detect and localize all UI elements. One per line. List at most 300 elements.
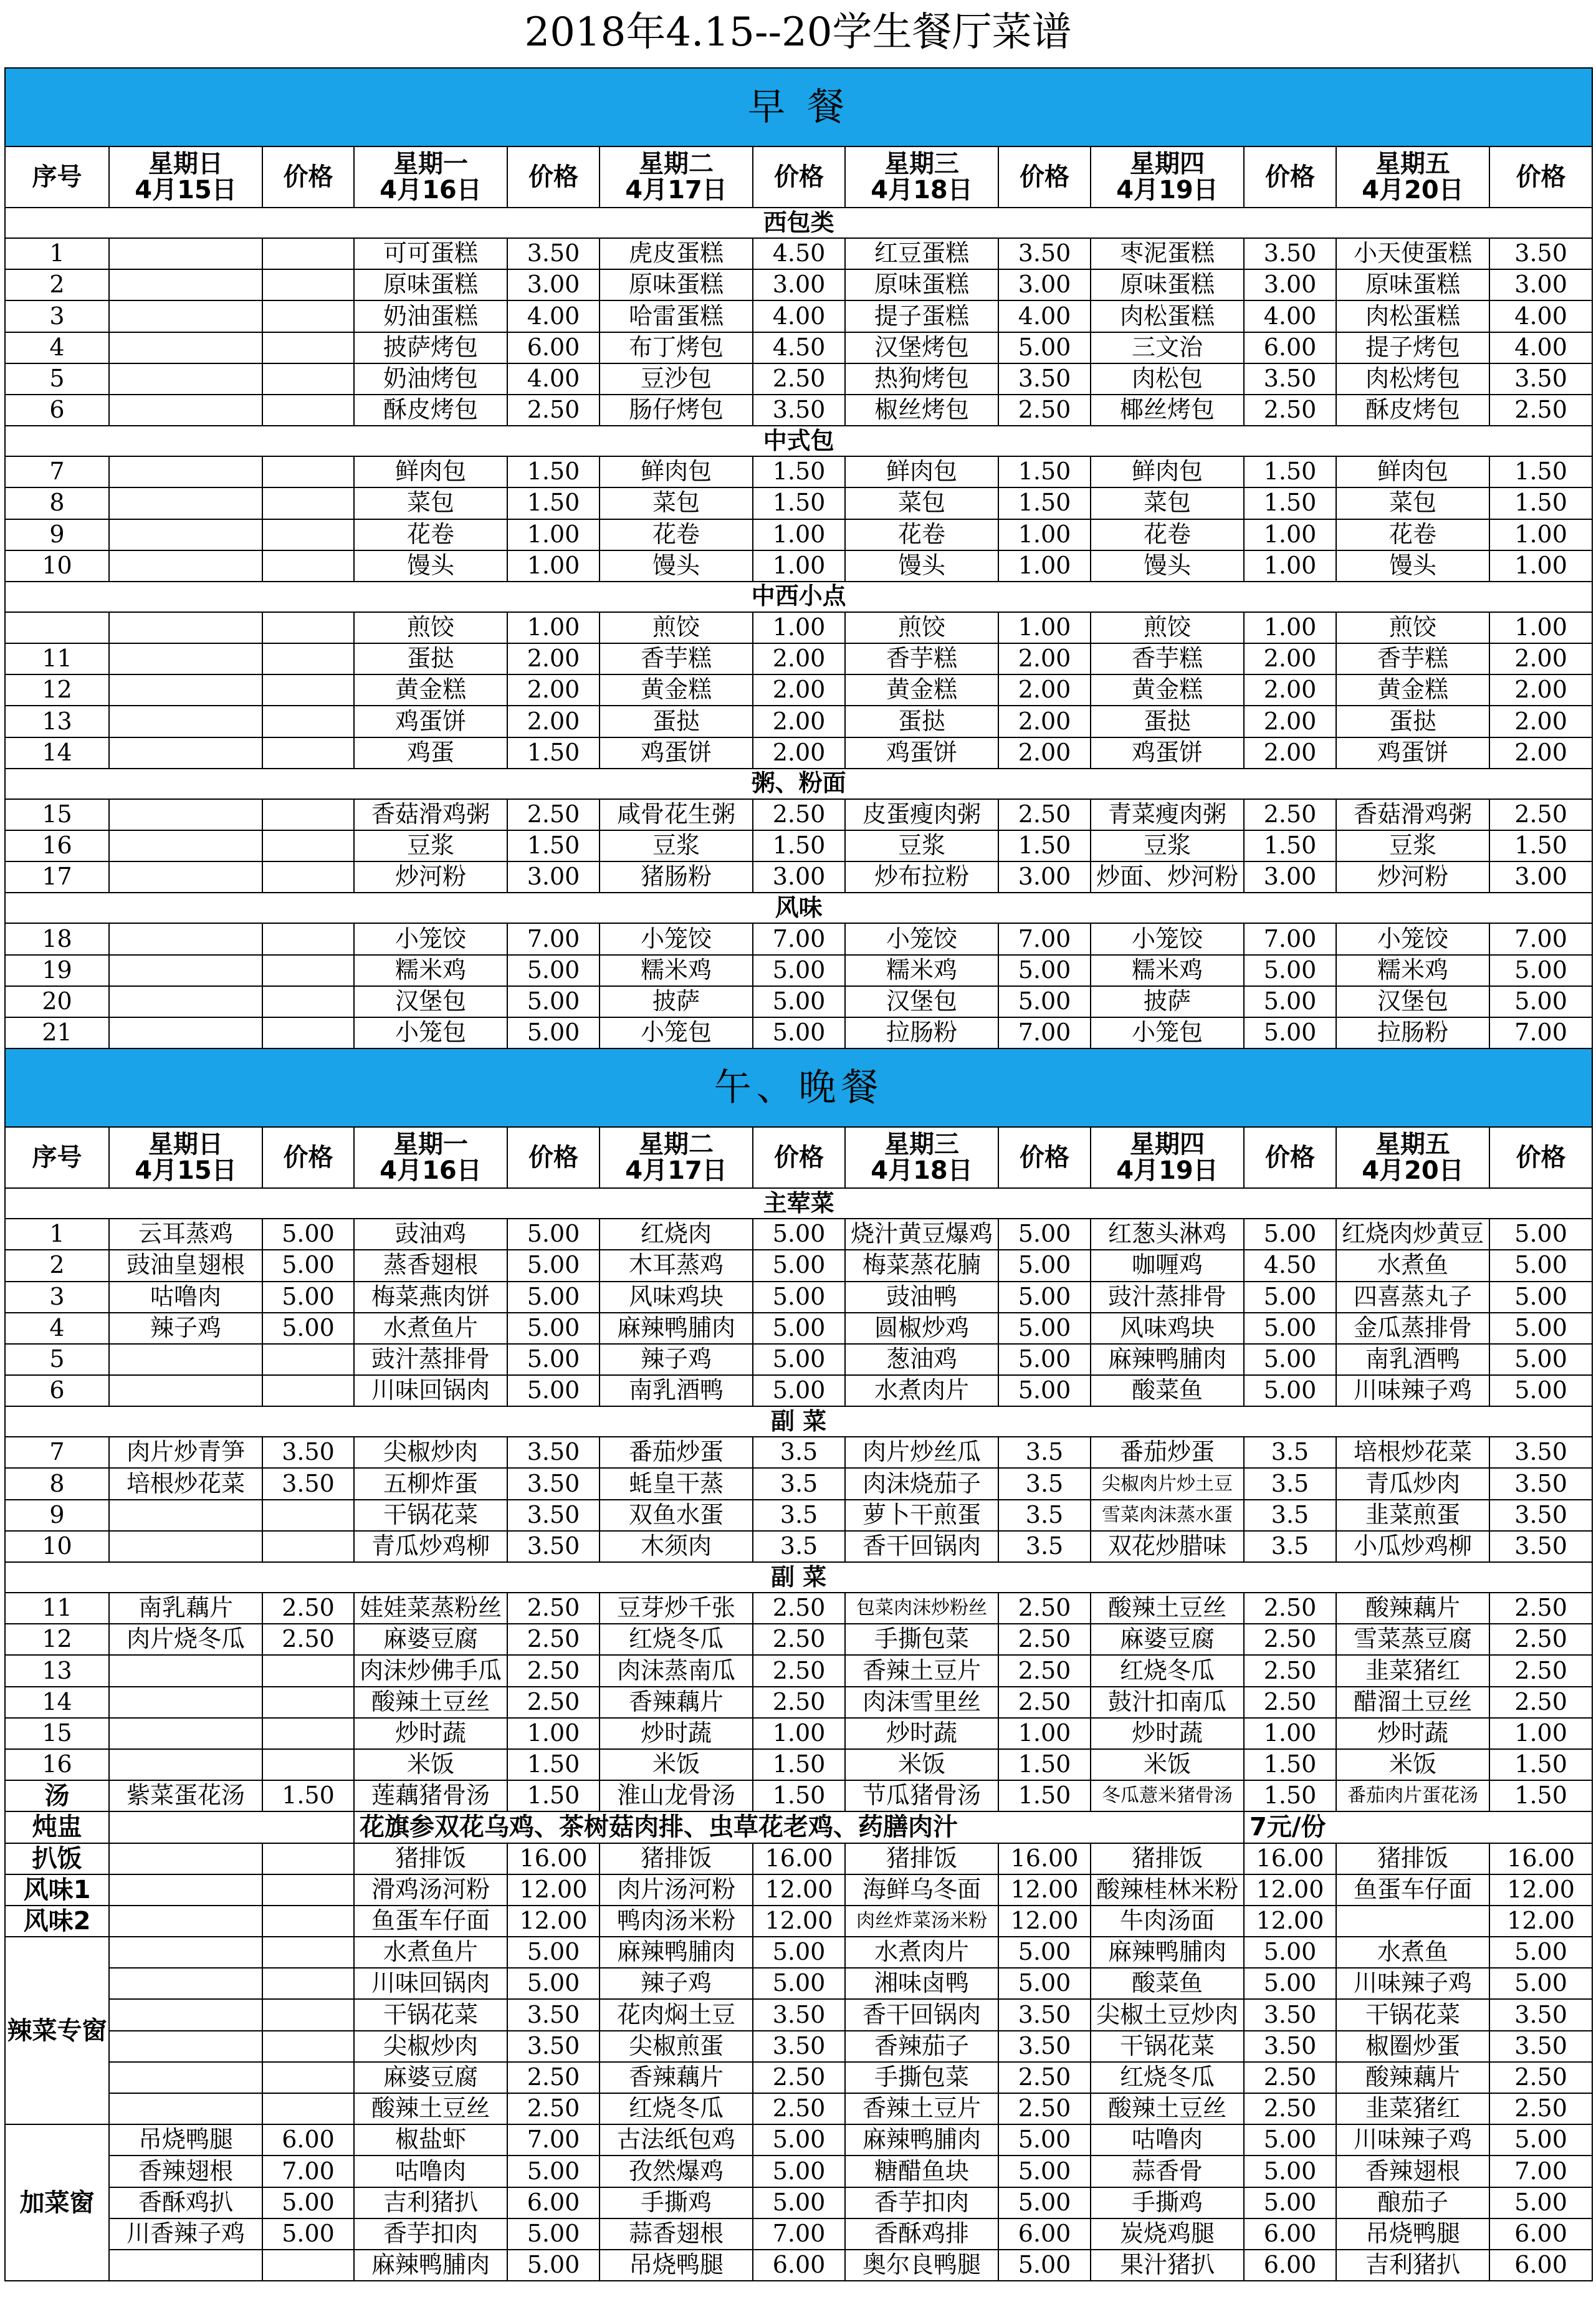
dish-cell: 香辣藕片 [600,2062,753,2093]
price-cell: 2.50 [753,363,845,395]
price-cell: 5.00 [998,955,1091,986]
dish-cell [109,1375,262,1406]
dish-cell: 炒河粉 [1336,861,1489,893]
dish-cell: 番茄炒蛋 [1091,1437,1244,1468]
dish-cell [109,519,262,550]
price-cell: 5.00 [262,2218,354,2250]
dish-cell: 风味鸡块 [1091,1313,1244,1344]
price-cell: 3.5 [1244,1500,1336,1531]
dish-cell: 风味鸡块 [600,1282,753,1313]
price-cell: 1.00 [1244,612,1336,643]
price-cell: 2.50 [507,395,600,426]
price-cell [262,238,354,269]
price-cell: 2.00 [1244,737,1336,769]
price-cell: 12.00 [753,1874,845,1906]
dish-cell: 辣子鸡 [109,1313,262,1344]
price-cell: 2.00 [998,674,1091,706]
price-cell [262,487,354,519]
dish-cell: 五柳炸蛋 [354,1468,507,1499]
price-cell: 5.00 [507,1313,600,1344]
price-cell: 2.50 [753,2062,845,2093]
dish-cell: 黄金糕 [1336,674,1489,706]
dish-cell: 川味回锅肉 [354,1375,507,1406]
dish-cell: 鸡蛋饼 [1091,737,1244,769]
category-row [5,426,1592,456]
dish-cell: 糖醋鱼块 [845,2156,998,2187]
dish-cell: 炒河粉 [354,861,507,893]
menu-cell [109,1811,354,1843]
dish-cell: 热狗烤包 [845,363,998,395]
dish-cell [109,332,262,363]
price-cell: 4.00 [1489,300,1592,332]
dish-cell: 麻辣鸭脯肉 [600,1937,753,1968]
menu-cell [262,1968,354,1999]
dish-cell: 香辣茄子 [845,2031,998,2062]
dish-cell: 蛋挞 [1336,706,1489,737]
price-cell: 3.50 [1489,2031,1592,2062]
dish-cell: 麻辣鸭脯肉 [354,2250,507,2281]
dish-cell: 酸菜鱼 [1091,1375,1244,1406]
price-cell: 5.00 [1244,1313,1336,1344]
price-cell: 3.00 [507,861,600,893]
dish-cell: 香酥鸡扒 [109,2187,262,2218]
header-day-date: 4月17日 [625,1156,727,1186]
table-row [5,238,1592,269]
price-cell: 5.00 [753,1968,845,1999]
row-seq: 5 [5,363,109,395]
price-cell: 1.50 [507,487,600,519]
dish-cell: 煎饺 [1336,612,1489,643]
price-cell: 5.00 [753,1375,845,1406]
menu-cell [262,1999,354,2030]
dish-cell: 煎饺 [354,612,507,643]
dish-cell: 南乳酒鸭 [1336,1344,1489,1375]
dish-cell: 孜然爆鸡 [600,2156,753,2187]
dish-cell: 牛肉汤面 [1091,1906,1244,1937]
price-cell: 2.50 [1244,1593,1336,1624]
dish-cell: 小笼饺 [354,923,507,954]
price-cell: 1.00 [998,612,1091,643]
price-cell: 5.00 [1489,1282,1592,1313]
header-day [1336,1127,1489,1188]
table-row [5,2124,1592,2156]
dish-cell: 黄金糕 [600,674,753,706]
price-cell [262,2250,354,2281]
row-seq: 4 [5,1313,109,1344]
dish-cell: 披萨烤包 [354,332,507,363]
dish-cell: 麻婆豆腐 [354,1624,507,1655]
dish-cell: 小笼饺 [600,923,753,954]
dish-cell: 鸡蛋饼 [845,737,998,769]
price-cell: 5.00 [998,332,1091,363]
table-row [5,861,1592,893]
header-day-name: 星期五 [1375,150,1450,178]
price-cell: 1.50 [998,1780,1091,1811]
dish-cell: 花肉焖土豆 [600,1999,753,2030]
header-price: 价格 [1489,1127,1592,1188]
price-cell: 3.50 [507,2031,600,2062]
price-cell: 2.50 [1489,1687,1592,1718]
price-cell: 1.50 [1489,1749,1592,1780]
table-row [5,2156,1592,2187]
price-cell [262,269,354,300]
dish-cell: 川味辣子鸡 [1336,2124,1489,2156]
price-cell: 1.00 [1489,612,1592,643]
price-cell: 6.00 [998,2218,1091,2250]
price-cell: 1.00 [1489,1718,1592,1749]
price-cell: 1.50 [262,1780,354,1811]
price-cell: 5.00 [507,1017,600,1048]
header-price: 价格 [1244,1127,1336,1188]
price-cell: 1.50 [1489,456,1592,487]
row-seq: 15 [5,1718,109,1749]
dish-cell: 花卷 [600,519,753,550]
header-price: 价格 [1489,146,1592,208]
price-cell: 12.00 [1244,1874,1336,1906]
price-cell: 5.00 [507,2218,600,2250]
dish-cell [109,799,262,830]
dish-cell: 肉松蛋糕 [1336,300,1489,332]
menu-cell [109,1937,262,1968]
price-cell: 16.00 [1244,1843,1336,1874]
row-seq: 16 [5,830,109,861]
category-label: 粥、粉面 [5,769,1592,799]
table-row [5,1937,1592,1968]
dish-cell: 小笼饺 [1091,923,1244,954]
price-cell: 5.00 [998,2187,1091,2218]
dish-cell: 虎皮蛋糕 [600,238,753,269]
price-cell: 4.00 [1489,332,1592,363]
dish-cell: 培根炒花菜 [1336,1437,1489,1468]
table-row [5,2187,1592,2218]
dish-cell: 鲜肉包 [1336,456,1489,487]
row-seq: 13 [5,1655,109,1686]
dish-cell: 炒时蔬 [600,1718,753,1749]
row-seq: 12 [5,1624,109,1655]
price-cell: 2.00 [753,737,845,769]
price-cell: 5.00 [753,1937,845,1968]
dish-cell: 奶油烤包 [354,363,507,395]
dish-cell: 青菜瘦肉粥 [1091,799,1244,830]
price-cell: 5.00 [753,2156,845,2187]
dish-cell: 原味蛋糕 [845,269,998,300]
dish-cell: 豆浆 [354,830,507,861]
header-price: 价格 [507,1127,600,1188]
row-seq [5,612,109,643]
dish-cell: 鸡蛋 [354,737,507,769]
price-cell: 7.00 [1489,1017,1592,1048]
dish-cell [109,1906,262,1937]
price-cell [262,363,354,395]
price-cell: 6.00 [1489,2250,1592,2281]
dish-cell: 猪肠粉 [600,861,753,893]
price-cell: 2.00 [753,706,845,737]
price-cell: 5.00 [1244,1344,1336,1375]
price-cell: 1.00 [507,1718,600,1749]
price-cell: 5.00 [1244,1937,1336,1968]
price-cell: 5.00 [998,1313,1091,1344]
dish-cell: 可可蛋糕 [354,238,507,269]
dish-cell: 鼓汁扣南瓜 [1091,1687,1244,1718]
row-seq: 2 [5,269,109,300]
price-cell: 2.00 [998,643,1091,674]
dish-cell: 豉汁蒸排骨 [354,1344,507,1375]
column-header-row [5,146,1592,208]
price-cell: 5.00 [1244,986,1336,1017]
row-seq: 21 [5,1017,109,1048]
price-cell: 2.00 [1489,706,1592,737]
category-row [5,582,1592,612]
table-row [5,1780,1592,1811]
dish-cell: 川味回锅肉 [354,1968,507,1999]
header-day [354,1127,507,1188]
price-cell: 5.00 [1244,1282,1336,1313]
dish-cell: 豉汁蒸排骨 [1091,1282,1244,1313]
dish-cell: 红烧冬瓜 [1091,2062,1244,2093]
dish-cell [109,1718,262,1749]
price-cell: 5.00 [262,1282,354,1313]
price-cell: 3.00 [1489,269,1592,300]
dish-cell: 四喜蒸丸子 [1336,1282,1489,1313]
header-day [354,146,507,208]
price-cell [262,550,354,582]
dish-cell: 奶油蛋糕 [354,300,507,332]
dish-cell: 原味蛋糕 [354,269,507,300]
dish-cell: 菜包 [354,487,507,519]
row-seq: 8 [5,487,109,519]
price-cell: 5.00 [998,1968,1091,1999]
price-cell: 3.5 [753,1437,845,1468]
price-cell: 5.00 [753,1344,845,1375]
dish-cell: 小笼饺 [1336,923,1489,954]
price-cell: 3.5 [753,1468,845,1499]
price-cell: 7.00 [998,923,1091,954]
breakfast-banner-label: 早 餐 [5,68,1592,146]
dish-cell: 猪排饭 [1336,1843,1489,1874]
price-cell [262,395,354,426]
price-cell [262,456,354,487]
dish-cell [109,612,262,643]
price-cell [262,300,354,332]
dish-cell: 煎饺 [1091,612,1244,643]
price-cell: 7.00 [1489,2156,1592,2187]
row-seq: 6 [5,1375,109,1406]
row-seq: 3 [5,1282,109,1313]
header-day [109,146,262,208]
dish-cell: 香芋糕 [1336,643,1489,674]
header-day [600,1127,753,1188]
menu-cell [109,2093,262,2124]
price-cell: 1.00 [753,1718,845,1749]
row-seq: 5 [5,1344,109,1375]
dish-cell [109,861,262,893]
dish-cell: 古法纸包鸡 [600,2124,753,2156]
dish-cell: 吉利猪扒 [354,2187,507,2218]
price-cell: 3.50 [262,1437,354,1468]
price-cell: 3.50 [753,1999,845,2030]
price-cell: 3.50 [1489,238,1592,269]
price-cell: 1.00 [507,519,600,550]
header-day-name: 星期日 [148,150,223,178]
table-row [5,487,1592,519]
dish-cell [109,395,262,426]
price-cell: 3.00 [998,861,1091,893]
dish-cell: 花卷 [1091,519,1244,550]
dish-cell: 豆浆 [600,830,753,861]
price-cell: 5.00 [1489,2124,1592,2156]
price-cell: 6.00 [1244,332,1336,363]
price-cell: 3.50 [1489,1500,1592,1531]
price-cell: 2.50 [507,2093,600,2124]
price-cell: 7.00 [262,2156,354,2187]
dish-cell: 豆芽炒千张 [600,1593,753,1624]
price-cell: 6.00 [507,332,600,363]
dish-cell [109,1531,262,1562]
dish-cell [109,2250,262,2281]
price-cell [262,1749,354,1780]
dish-cell: 菜包 [1336,487,1489,519]
price-cell: 5.00 [753,1313,845,1344]
header-price: 价格 [998,1127,1091,1188]
dish-cell: 炭烧鸡腿 [1091,2218,1244,2250]
price-cell: 1.50 [507,830,600,861]
category-label: 副 菜 [5,1562,1592,1593]
header-day-name: 星期三 [884,150,959,178]
price-cell: 5.00 [1244,1968,1336,1999]
price-cell: 1.50 [1244,456,1336,487]
dish-cell: 辣子鸡 [600,1344,753,1375]
price-cell: 3.50 [1244,238,1336,269]
dish-cell: 水煮鱼 [1336,1250,1489,1281]
dish-cell [109,1017,262,1048]
row-seq: 14 [5,1687,109,1718]
price-cell: 4.50 [753,238,845,269]
table-row [5,706,1592,737]
header-day-name: 星期四 [1130,150,1205,178]
dish-cell: 蒜香翅根 [600,2218,753,2250]
header-day [600,146,753,208]
price-cell: 2.50 [1244,799,1336,830]
price-cell: 1.00 [753,519,845,550]
dish-cell [109,1843,262,1874]
price-cell: 5.00 [507,1937,600,1968]
dish-cell: 鸡蛋饼 [354,706,507,737]
price-cell: 2.50 [1244,1687,1336,1718]
price-cell [262,612,354,643]
price-cell: 5.00 [1489,1219,1592,1250]
dish-cell: 肉片炒丝瓜 [845,1437,998,1468]
row-seq: 13 [5,706,109,737]
dish-cell: 吊烧鸭腿 [1336,2218,1489,2250]
price-cell: 1.50 [1244,1749,1336,1780]
table-row [5,2093,1592,2124]
stew-price: 7元/份 [1244,1811,1592,1843]
dish-cell: 椒丝烤包 [845,395,998,426]
dish-cell: 黄金糕 [1091,674,1244,706]
price-cell: 5.00 [507,1219,600,1250]
price-cell: 1.00 [1244,1718,1336,1749]
price-cell [262,1655,354,1686]
header-price: 价格 [753,146,845,208]
dish-cell: 原味蛋糕 [1091,269,1244,300]
dish-cell: 肉松包 [1091,363,1244,395]
dish-cell [109,706,262,737]
price-cell: 1.50 [1489,1780,1592,1811]
dish-cell: 萝卜干煎蛋 [845,1500,998,1531]
dish-cell: 馒头 [1091,550,1244,582]
dish-cell: 香辣土豆片 [845,1655,998,1686]
dish-cell: 炒时蔬 [354,1718,507,1749]
category-label: 西包类 [5,208,1592,238]
dish-cell: 麻婆豆腐 [354,2062,507,2093]
stew-row [5,1811,1592,1843]
dish-cell: 猪排饭 [1091,1843,1244,1874]
price-cell: 3.50 [998,363,1091,395]
price-cell: 3.5 [1244,1531,1336,1562]
dish-cell: 原味蛋糕 [1336,269,1489,300]
header-day [845,1127,998,1188]
dish-cell [109,300,262,332]
price-cell: 3.50 [262,1468,354,1499]
table-row [5,456,1592,487]
price-cell: 2.50 [1244,2062,1336,2093]
price-cell: 2.50 [1489,2062,1592,2093]
dish-cell: 尖椒土豆炒肉 [1091,1999,1244,2030]
row-seq: 汤 [5,1780,109,1811]
dish-cell: 黄金糕 [845,674,998,706]
row-seq: 9 [5,519,109,550]
header-day-date: 4月16日 [380,1156,482,1186]
row-seq: 16 [5,1749,109,1780]
price-cell [262,332,354,363]
dish-cell: 小笼饺 [845,923,998,954]
dish-cell: 海鲜乌冬面 [845,1874,998,1906]
price-cell: 12.00 [1489,1874,1592,1906]
price-cell: 1.50 [1244,1780,1336,1811]
price-cell: 1.50 [753,1780,845,1811]
dish-cell: 蒸香翅根 [354,1250,507,1281]
dish-cell: 菜包 [1091,487,1244,519]
price-cell: 2.00 [507,706,600,737]
dish-cell [109,1687,262,1718]
price-cell: 6.00 [1244,2218,1336,2250]
price-cell: 1.00 [507,612,600,643]
dish-cell: 吊烧鸭腿 [109,2124,262,2156]
dish-cell: 提子烤包 [1336,332,1489,363]
table-row [5,2062,1592,2093]
price-cell: 5.00 [998,1250,1091,1281]
dish-cell: 木耳蒸鸡 [600,1250,753,1281]
dish-cell [109,955,262,986]
table-row [5,1624,1592,1655]
price-cell: 16.00 [1489,1843,1592,1874]
price-cell: 2.50 [507,2062,600,2093]
row-seq: 11 [5,643,109,674]
dish-cell: 尖椒炒肉 [354,2031,507,2062]
dish-cell: 水煮鱼片 [354,1313,507,1344]
category-row [5,1562,1592,1593]
row-seq: 7 [5,456,109,487]
row-seq: 9 [5,1500,109,1531]
dish-cell: 尖椒炒肉 [354,1437,507,1468]
price-cell: 1.00 [1244,550,1336,582]
price-cell: 2.50 [753,799,845,830]
dish-cell: 红烧冬瓜 [600,1624,753,1655]
dish-cell: 鸡蛋饼 [600,737,753,769]
price-cell: 2.50 [262,1593,354,1624]
menu-cell [262,2031,354,2062]
price-cell: 2.00 [753,643,845,674]
